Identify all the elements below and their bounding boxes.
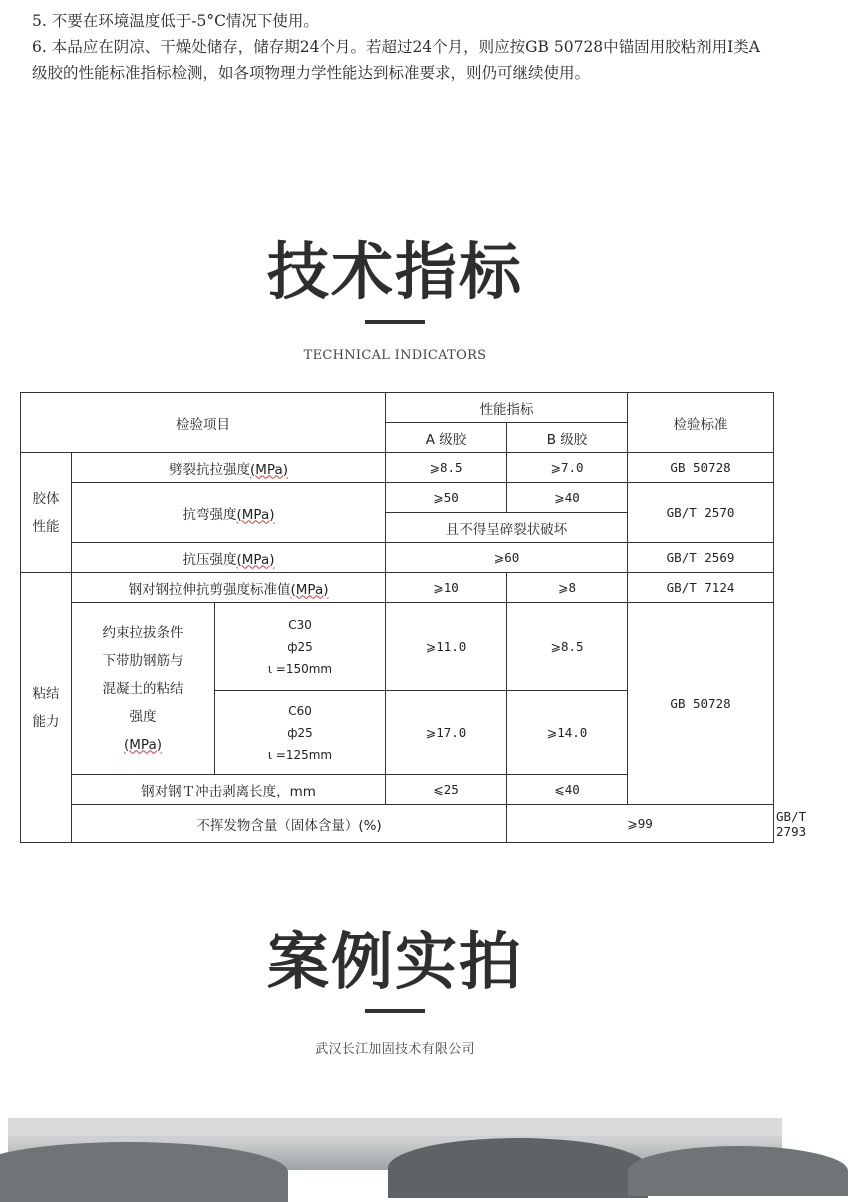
technical-indicators-table	[20, 392, 807, 843]
bond-standard: GB 50728	[628, 603, 774, 805]
compress-name: 抗压强度	[182, 551, 237, 568]
bond-c60-a: ⩾17.0	[386, 691, 507, 775]
compress-ab: ⩾60	[386, 543, 628, 573]
table-row	[21, 543, 774, 573]
group-bond-text: 粘结能力	[32, 685, 60, 730]
case-title-divider	[365, 1009, 425, 1013]
split-name-cell	[72, 453, 386, 483]
header-standard: 检验标准	[628, 393, 774, 453]
shear-b: ⩾8	[507, 573, 628, 603]
bend-name-cell	[72, 483, 386, 543]
split-name: 劈裂抗拉强度	[169, 461, 251, 478]
shear-standard: GB/T 7124	[628, 573, 774, 603]
bond-c30-b: ⩾8.5	[507, 603, 628, 691]
solid-ab: ⩾99	[507, 805, 774, 843]
split-a: ⩾8.5	[386, 453, 507, 483]
peel-a: ⩽25	[386, 775, 507, 805]
tech-section-title: 技术指标	[266, 235, 523, 308]
tech-section-subtitle: TECHNICAL INDICATORS	[303, 348, 487, 363]
group-bond-label	[21, 573, 72, 843]
bond-c60-b: ⩾14.0	[507, 691, 628, 775]
case-section-subtitle: 武汉长江加固技术有限公司	[315, 1042, 475, 1057]
peel-b: ⩽40	[507, 775, 628, 805]
table-row	[21, 603, 774, 691]
table-header-row	[21, 393, 774, 423]
case-photo-hill	[628, 1146, 848, 1196]
bond-c60-condition	[215, 691, 386, 775]
split-standard: GB 50728	[628, 453, 774, 483]
tech-title-divider	[365, 320, 425, 324]
split-b: ⩾7.0	[507, 453, 628, 483]
header-item: 检验项目	[21, 393, 386, 453]
group-glue-label	[21, 453, 72, 573]
case-photo-sky	[8, 1118, 782, 1136]
note-6: 6. 本品应在阴凉、干燥处储存，储存期24个月。若超过24个月，则应按GB 50728中锚固用胶粘剂用Ⅰ类A级胶的性能标准指标检测，如各项物理力学性能达到标准要求，则仍可继续使用。	[32, 38, 760, 82]
header-performance: 性能指标	[386, 393, 628, 423]
split-unit: (MPa)	[250, 461, 289, 478]
bend-b: ⩾40	[507, 483, 628, 513]
table-row	[21, 453, 774, 483]
case-photo-hill	[388, 1138, 648, 1198]
bond-c30-a: ⩾11.0	[386, 603, 507, 691]
case-photo-hill	[0, 1142, 288, 1202]
bend-a: ⩾50	[386, 483, 507, 513]
note-5: 5. 不要在环境温度低于-5°C情况下使用。	[32, 12, 319, 30]
shear-a: ⩾10	[386, 573, 507, 603]
table-row: 不挥发物含量（固体含量）(%) ⩾99 GB/T 2793	[21, 805, 774, 843]
bond-name: 约束拉拔条件下带肋钢筋与混凝土的粘结强度	[102, 624, 184, 725]
solid-name: 不挥发物含量（固体含量）(%)	[72, 805, 507, 843]
compress-standard: GB/T 2569	[628, 543, 774, 573]
header-grade-a: A 级胶	[386, 423, 507, 453]
bond-unit: (MPa)	[124, 736, 162, 753]
bond-c30-dia: ф25	[287, 639, 313, 654]
bend-note: 且不得呈碎裂状破坏	[386, 513, 628, 543]
bond-name-cell	[72, 603, 215, 775]
table-row	[21, 483, 774, 513]
usage-notes	[32, 8, 762, 86]
case-photo	[8, 1118, 782, 1170]
case-section-title: 案例实拍	[266, 925, 523, 998]
header-grade-b: B 级胶	[507, 423, 628, 453]
bond-c60-grade: C60	[288, 703, 312, 718]
bond-c30-grade: C30	[288, 617, 312, 632]
bend-unit: (MPa)	[236, 506, 275, 523]
bond-c30-len: ɩ =150mm	[267, 661, 333, 676]
bond-c60-dia: ф25	[287, 725, 313, 740]
bend-name: 抗弯强度	[182, 506, 237, 523]
bond-c30-condition	[215, 603, 386, 691]
shear-unit: (MPa)	[290, 581, 329, 598]
table-row	[21, 573, 774, 603]
group-glue-text: 胶体性能	[32, 490, 60, 535]
compress-name-cell	[72, 543, 386, 573]
shear-name: 钢对钢拉伸抗剪强度标准值	[128, 581, 291, 598]
shear-name-cell	[72, 573, 386, 603]
bond-c60-len: ɩ =125mm	[267, 747, 333, 762]
peel-name: 钢对钢Ｔ冲击剥离长度，mm	[72, 775, 386, 805]
compress-unit: (MPa)	[236, 551, 275, 568]
bend-standard: GB/T 2570	[628, 483, 774, 543]
